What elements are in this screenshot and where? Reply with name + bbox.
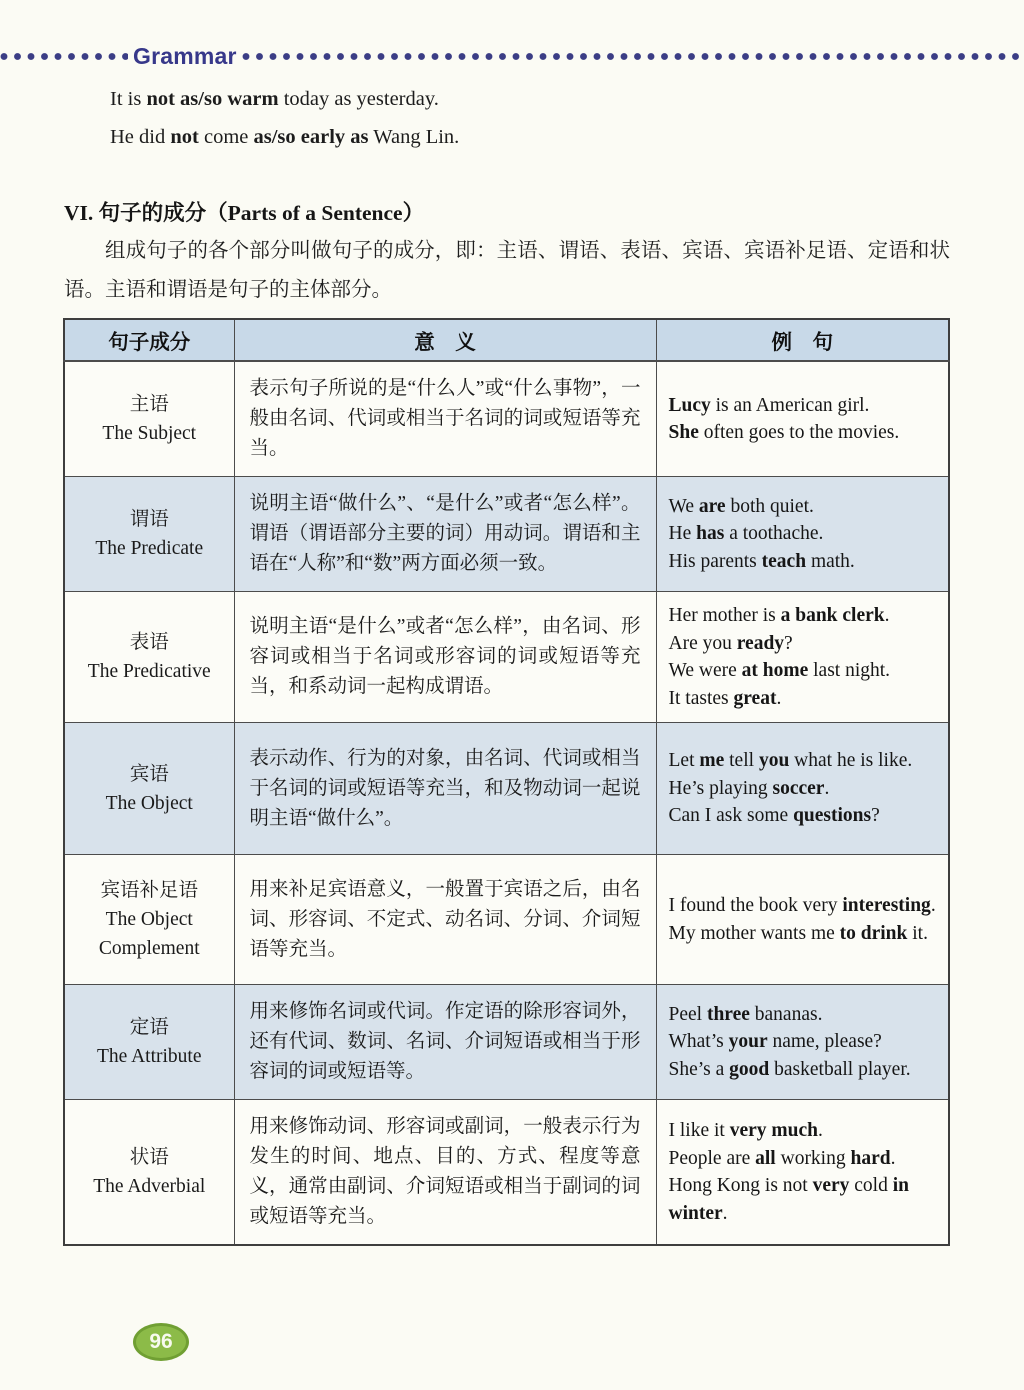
plain-text: it.: [907, 922, 928, 944]
example-line: [669, 602, 937, 630]
plain-text: She’s a: [668, 1058, 730, 1080]
bold-text: soccer: [772, 777, 825, 799]
plain-text: We were: [668, 660, 742, 681]
example-line: [669, 657, 937, 685]
bold-text: in winter: [668, 1175, 909, 1224]
plain-text: .: [930, 895, 936, 916]
bold-text: questions: [793, 805, 872, 827]
plain-text: working: [775, 1147, 851, 1169]
part-name-en: The Object: [105, 792, 193, 814]
plain-text: Let: [668, 750, 700, 772]
example-cell: [656, 723, 949, 855]
bold-text: you: [758, 750, 790, 772]
part-name-en: The Adverbial: [93, 1176, 206, 1197]
sentence-part-cell: [64, 361, 234, 477]
example-line: [669, 685, 937, 713]
bold-text: three: [706, 1003, 750, 1025]
part-name-en: The Predicate: [95, 538, 204, 559]
example-sentence: [110, 118, 964, 156]
parts-of-sentence-table: [63, 318, 950, 1246]
bold-text: me: [699, 750, 725, 772]
part-name-cn: 宾语补足语: [100, 880, 198, 901]
table-row: [64, 1100, 949, 1246]
example-line: [669, 520, 937, 548]
example-sentence: [110, 80, 964, 118]
plain-text: Peel: [668, 1003, 707, 1025]
bold-text: has: [696, 523, 725, 545]
bold-text: Lucy: [668, 394, 711, 416]
table-header-row: [64, 319, 949, 361]
example-sentences-block: [110, 80, 964, 156]
bold-text: very: [812, 1175, 850, 1196]
col-header-meaning: 意 义: [234, 319, 656, 361]
sentence-part-cell: [64, 592, 234, 723]
plain-text: a toothache.: [724, 523, 824, 545]
plain-text: .: [722, 1202, 728, 1224]
part-name-en: The Subject: [102, 423, 197, 444]
plain-text: math.: [806, 550, 855, 572]
page-number-badge: [133, 1323, 189, 1361]
plain-text: Are you: [668, 632, 737, 654]
part-name-cn: 谓语: [129, 509, 169, 530]
bold-text: to drink: [839, 922, 908, 944]
example-line: [669, 1145, 937, 1173]
example-line: [669, 630, 937, 658]
plain-text: ?: [784, 632, 793, 654]
example-cell: [656, 1100, 949, 1246]
example-line: [669, 1001, 937, 1029]
part-name-cn: 状语: [129, 1147, 169, 1168]
plain-text: Can I ask some: [668, 805, 794, 827]
plain-text: We: [668, 495, 699, 517]
plain-text: often goes to the movies.: [698, 422, 900, 443]
meaning-cell: 用来补足宾语意义，一般置于宾语之后，由名词、形容词、不定式、动名词、分词、介词短语等充当。: [234, 855, 656, 985]
plain-text: I found the book very: [668, 895, 843, 916]
bold-text: as/so early as: [253, 126, 369, 148]
meaning-cell: 用来修饰名词或代词。作定语的除形容词外，还有代词、数词、名词、介词短语或相当于形容词的词或短语等。: [234, 985, 656, 1100]
plain-text: He: [668, 523, 697, 545]
table-row: [64, 477, 949, 592]
part-name-en: The Predicative: [87, 661, 211, 682]
example-line: [669, 892, 937, 920]
plain-text: cold: [849, 1175, 893, 1196]
col-header-sentence-part: 句子成分: [64, 319, 234, 361]
bold-text: good: [729, 1058, 770, 1080]
plain-text: Wang Lin.: [368, 126, 460, 148]
table-row: [64, 361, 949, 477]
plain-text: bananas.: [749, 1003, 823, 1025]
plain-text: today as yesterday.: [278, 88, 439, 110]
grammar-header: [0, 44, 1024, 68]
dotted-line-left: [0, 52, 128, 61]
part-name-cn: 定语: [129, 1017, 169, 1038]
meaning-cell: 用来修饰动词、形容词或副词，一般表示行为发生的时间、地点、目的、方式、程度等意义，通常由副词、介词短语或相当于副词的词或短语等充当。: [234, 1100, 656, 1246]
part-name-cn: 主语: [129, 394, 169, 415]
plain-text: Hong Kong is not: [668, 1175, 813, 1196]
sentence-part-cell: [64, 477, 234, 592]
plain-text: Her mother is: [668, 605, 781, 626]
bold-text: very much: [729, 1120, 818, 1141]
bold-text: ready: [736, 632, 785, 654]
example-line: [669, 419, 937, 447]
example-line: [669, 1056, 937, 1084]
plain-text: last night.: [808, 660, 891, 681]
plain-text: name, please?: [767, 1031, 882, 1053]
plain-text: He did: [110, 126, 171, 148]
plain-text: .: [890, 1147, 896, 1169]
sentence-part-cell: [64, 855, 234, 985]
bold-text: not as/so warm: [146, 88, 279, 110]
bold-text: teach: [761, 550, 807, 572]
example-cell: [656, 855, 949, 985]
plain-text: what he is like.: [789, 750, 913, 772]
col-header-example: 例 句: [656, 319, 949, 361]
example-line: [669, 920, 937, 948]
meaning-cell: 表示动作、行为的对象，由名词、代词或相当于名词的词或短语等充当，和及物动词一起说明主语“做什么”。: [234, 723, 656, 855]
plain-text: I like it: [668, 1120, 730, 1141]
sentence-part-cell: [64, 1100, 234, 1246]
plain-text: People are: [668, 1147, 756, 1169]
example-line: [669, 493, 937, 521]
bold-text: your: [728, 1031, 768, 1053]
bold-text: all: [755, 1147, 776, 1169]
section-title: VI. 句子的成分（Parts of a Sentence）: [64, 201, 425, 225]
page-number: 96: [149, 1330, 173, 1353]
plain-text: What’s: [668, 1031, 729, 1053]
example-line: [669, 1172, 937, 1227]
part-name-cn: 表语: [129, 632, 169, 653]
example-line: [669, 1117, 937, 1145]
plain-text: .: [884, 605, 890, 626]
bold-text: She: [668, 422, 699, 443]
plain-text: It tastes: [668, 687, 734, 709]
plain-text: My mother wants me: [668, 922, 840, 944]
bold-text: at home: [741, 660, 809, 681]
part-name-en: The Object Complement: [98, 909, 200, 959]
sentence-part-cell: [64, 985, 234, 1100]
section-paragraph: 组成句子的各个部分叫做句子的成分，即：主语、谓语、表语、宾语、宾语补足语、定语和状语。主语和谓语是句子的主体部分。: [64, 240, 950, 301]
plain-text: basketball player.: [769, 1058, 911, 1080]
plain-text: both quiet.: [725, 495, 814, 517]
example-line: [669, 1028, 937, 1056]
plain-text: .: [817, 1120, 823, 1141]
plain-text: .: [824, 777, 830, 799]
bold-text: are: [698, 495, 726, 517]
table-row: [64, 723, 949, 855]
example-line: [669, 775, 937, 803]
example-line: [669, 392, 937, 420]
plain-text: His parents: [668, 550, 762, 572]
part-name-en: The Attribute: [96, 1046, 202, 1067]
plain-text: ?: [871, 805, 880, 827]
bold-text: interesting: [842, 895, 931, 916]
example-line: [669, 548, 937, 576]
plain-text: .: [776, 687, 782, 709]
plain-text: It is: [110, 88, 147, 110]
plain-text: come: [198, 126, 254, 148]
part-name-cn: 宾语: [129, 763, 169, 785]
meaning-cell: 说明主语“做什么”、“是什么”或者“怎么样”。谓语（谓语部分主要的词）用动词。谓语和主语在“人称”和“数”两方面必须一致。: [234, 477, 656, 592]
table-row: [64, 985, 949, 1100]
example-cell: [656, 592, 949, 723]
meaning-cell: 说明主语“是什么”或者“怎么样”，由名词、形容词或相当于名词或形容词的词或短语等充当，和系动词一起构成谓语。: [234, 592, 656, 723]
example-line: [669, 802, 937, 830]
bold-text: a bank clerk: [780, 605, 885, 626]
example-cell: [656, 985, 949, 1100]
plain-text: is an American girl.: [710, 394, 870, 416]
dotted-line-right: [242, 52, 1024, 61]
grammar-title: Grammar: [133, 42, 237, 69]
meaning-cell: 表示句子所说的是“什么人”或“什么事物”，一般由名词、代词或相当于名词的词或短语等充当。: [234, 361, 656, 477]
bold-text: not: [170, 126, 199, 148]
example-cell: [656, 477, 949, 592]
plain-text: tell: [724, 750, 759, 772]
bold-text: hard: [850, 1147, 891, 1169]
sentence-part-cell: [64, 723, 234, 855]
bold-text: great: [733, 687, 777, 709]
example-line: [669, 747, 937, 775]
plain-text: He’s playing: [668, 777, 773, 799]
table-row: [64, 855, 949, 985]
example-cell: [656, 361, 949, 477]
table-row: [64, 592, 949, 723]
